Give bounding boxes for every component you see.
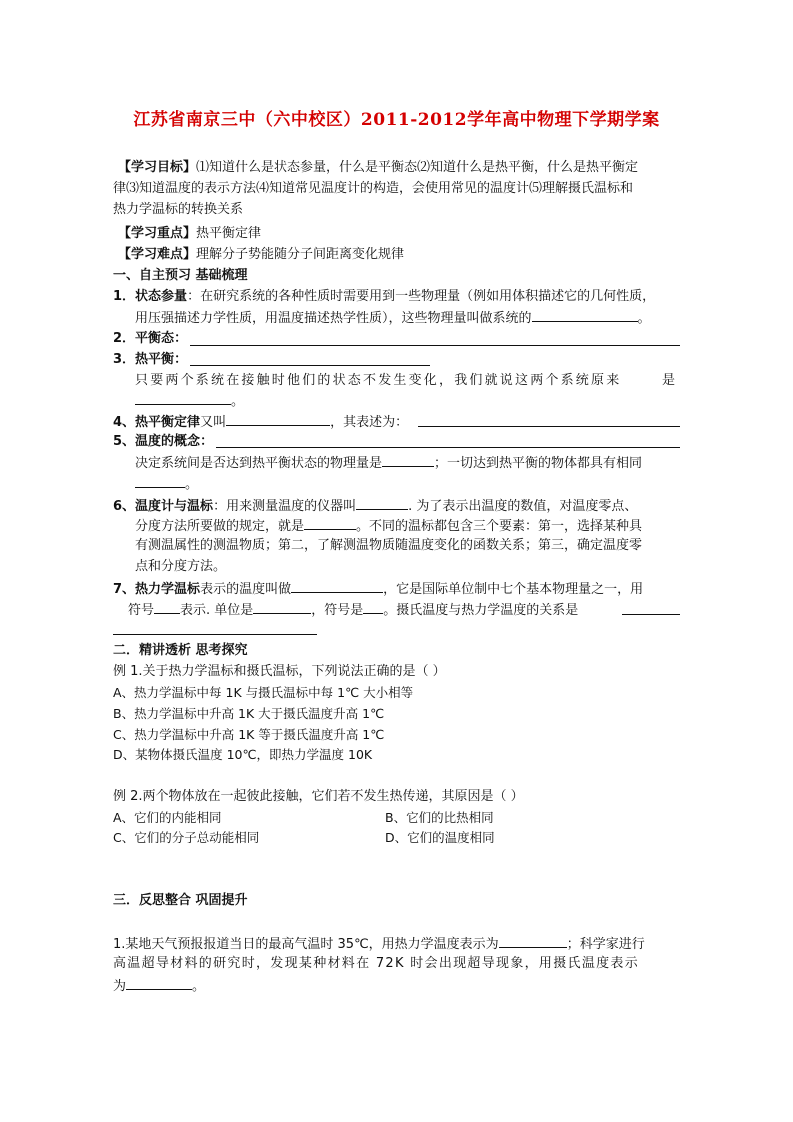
s1-q3-line-3: [135, 390, 244, 412]
focus-text: 热平衡定律: [196, 226, 262, 241]
s1-q5-num: 5、: [113, 434, 136, 449]
ex1-stem: 例 1.关于热力学温标和摄氏温标，下列说法正确的是（ ）: [113, 664, 446, 679]
s3-q1-text-1a: 1.某地天气预报报道当日的最高气温时 35℃，用热力学温度表示为: [113, 937, 499, 952]
s1-q7-blank-4[interactable]: [363, 599, 383, 614]
s1-q7-text-1: 表示的温度叫做: [200, 582, 292, 597]
s3-q1-line-1: [113, 933, 645, 955]
focus-line: [118, 224, 261, 244]
s1-q3-line-2: 只要两个系统在接触时他们的状态不发生变化，我们就说这两个系统原来: [135, 373, 622, 388]
s1-q1-end: 。: [637, 311, 651, 326]
s1-q6-num: 6、: [113, 499, 136, 514]
s1-q4-line: [113, 411, 408, 433]
ex2-option-b[interactable]: B、它们的比热相同: [385, 810, 494, 825]
s3-q1-text-1b: ；科学家进行: [566, 937, 645, 952]
s1-q7-text-2a: 符号: [128, 603, 155, 618]
ex2-stem: 例 2.两个物体放在一起彼此接触，它们若不发生热传递，其原因是（ ）: [113, 789, 524, 804]
objectives-line-2: 律⑶知道温度的表示方法⑷知道常见温度计的构造，会使用常见的温度计⑸理解摄氏温标和: [113, 181, 634, 196]
ex2-option-d[interactable]: D、它们的温度相同: [385, 830, 495, 845]
s1-q1-term: 状态参量: [135, 289, 188, 304]
s1-q6-text-2: . 为了表示出温度的数值，对温度零点、: [408, 499, 638, 514]
s1-q5-term: 温度的概念: [135, 434, 201, 449]
s1-q5-colon: ：: [200, 434, 214, 449]
ex1-option-d[interactable]: D、某物体摄氏温度 10℃，即热力学温度 10K: [113, 747, 373, 762]
s1-q7-line-2: [128, 599, 578, 621]
s1-q7-num: 7、: [113, 582, 136, 597]
s1-q5-blank-1[interactable]: [216, 446, 680, 448]
s3-q1-line-3: [113, 975, 205, 997]
s1-q6-text-2a: 分度方法所要做的规定，就是: [135, 519, 305, 534]
ex1-option-b[interactable]: B、热力学温标中升高 1K 大于摄氏温度升高 1℃: [113, 706, 385, 721]
objectives-text-1: ⑴知道什么是状态参量，什么是平衡态⑵知道什么是热平衡，什么是热平衡定: [196, 160, 639, 175]
s1-q7-text-2d: 。摄氏温度与热力学温度的关系是: [383, 603, 579, 618]
s1-q1-line-2: [135, 307, 651, 329]
s1-q6-line-4: 点和分度方法。: [135, 559, 227, 574]
s1-q3-blank-1[interactable]: [190, 364, 430, 366]
s1-q5-text-2b: ；一切达到热平衡的物体都具有相同: [434, 456, 643, 471]
s1-q7-blank-5b[interactable]: [113, 633, 317, 635]
s1-q3-num: 3．: [113, 352, 136, 367]
s1-q3-term: 热平衡: [135, 352, 175, 367]
s1-q4-text-1: 又叫: [200, 415, 227, 430]
objectives-label: 【学习目标】: [118, 160, 197, 175]
s1-q1-num: 1．: [113, 289, 136, 304]
document-title: 江苏省南京三中（六中校区）2011-2012学年高中物理下学期学案: [133, 110, 660, 130]
s3-q1-text-3a: 为: [113, 979, 127, 994]
objectives-line-1: [118, 158, 638, 178]
s1-q5-blank-3[interactable]: [135, 473, 185, 488]
s1-q4-term: 热平衡定律: [135, 415, 201, 430]
s1-q7-text-2c: ，符号是: [311, 603, 364, 618]
s1-q2-num: 2．: [113, 331, 136, 346]
s1-q5-line-1: [113, 432, 213, 452]
s1-q1-blank[interactable]: [532, 307, 638, 322]
s1-q5-text-2a: 决定系统间是否达到热平衡状态的物理量是: [135, 456, 383, 471]
s1-q3-line-2-end: 是: [662, 373, 676, 388]
s1-q4-blank-1[interactable]: [226, 411, 330, 426]
objectives-line-3: 热力学温标的转换关系: [113, 202, 244, 217]
focus-label: 【学习重点】: [118, 226, 197, 241]
s1-q6-line-3: 有测温属性的测温物质；第二，了解测温物质随温度变化的函数关系；第三，确定温度零: [135, 538, 643, 553]
section2-heading: 二．精讲透析 思考探究: [113, 643, 248, 658]
s1-q7-blank-5a[interactable]: [622, 613, 680, 615]
s1-q6-term: 温度计与温标: [135, 499, 214, 514]
s1-q7-text-2: ，它是国际单位制中七个基本物理量之一，用: [383, 582, 644, 597]
ex1-option-a[interactable]: A、热力学温标中每 1K 与摄氏温标中每 1℃ 大小相等: [113, 685, 414, 700]
s1-q4-num: 4、: [113, 415, 136, 430]
s1-q1-text-2: 用压强描述力学性质，用温度描述热学性质），这些物理量叫做系统的: [135, 311, 532, 326]
s1-q3-blank-2[interactable]: [135, 390, 231, 405]
difficulty-line: [118, 245, 404, 265]
section3-heading: 三．反思整合 巩固提升: [113, 893, 248, 908]
ex2-option-a[interactable]: A、它们的内能相同: [113, 810, 222, 825]
ex1-option-c[interactable]: C、热力学温标中升高 1K 等于摄氏温度升高 1℃: [113, 727, 385, 742]
s1-q7-blank-3[interactable]: [253, 599, 311, 614]
s1-q5-blank-2[interactable]: [382, 452, 434, 467]
s1-q2-colon: ：: [174, 331, 188, 346]
s1-q2-term: 平衡态: [135, 331, 175, 346]
s3-q1-blank-1[interactable]: [499, 933, 567, 948]
s1-q4-text-2: ，其表述为：: [330, 415, 409, 430]
s1-q6-text-2b: 。不同的温标都包含三个要素：第一，选择某种具: [356, 519, 643, 534]
s1-q2-blank[interactable]: [190, 344, 680, 346]
s1-q7-text-2b: 表示. 单位是: [180, 603, 254, 618]
s1-q2-line: [113, 329, 187, 349]
s3-q1-line-2: 高温超导材料的研究时，发现某种材料在 72K 时会出现超导现象，用摄氏温度表示: [113, 956, 640, 971]
difficulty-label: 【学习难点】: [118, 247, 197, 262]
s1-q7-line-1: [113, 578, 643, 600]
s1-q4-blank-2[interactable]: [418, 425, 680, 427]
s1-q6-blank-1[interactable]: [356, 495, 408, 510]
s1-q6-line-1: [113, 495, 637, 517]
section1-heading: 一、自主预习 基础梳理: [113, 268, 248, 283]
s1-q3-line-1: [113, 350, 187, 370]
s1-q6-line-2: [135, 515, 642, 537]
s3-q1-blank-2[interactable]: [126, 975, 192, 990]
s1-q7-blank-1[interactable]: [291, 578, 383, 593]
ex2-option-c[interactable]: C、它们的分子总动能相同: [113, 830, 260, 845]
s1-q5-line-3: [135, 473, 198, 495]
s1-q6-blank-2[interactable]: [304, 515, 356, 530]
s1-q3-end: 。: [231, 394, 245, 409]
s1-q1-line-1: [113, 287, 655, 307]
s1-q7-term: 热力学温标: [135, 582, 201, 597]
s1-q1-text-1: ：在研究系统的各种性质时需要用到一些物理量（例如用体积描述它的几何性质，: [187, 289, 656, 304]
s1-q7-blank-2[interactable]: [154, 599, 180, 614]
s3-q1-end: 。: [192, 979, 206, 994]
s1-q3-colon: ：: [174, 352, 188, 367]
difficulty-text: 理解分子势能随分子间距离变化规律: [196, 247, 405, 262]
s1-q6-text-1: ：用来测量温度的仪器叫: [213, 499, 357, 514]
s1-q5-line-2: [135, 452, 642, 474]
s1-q5-end: 。: [185, 477, 199, 492]
